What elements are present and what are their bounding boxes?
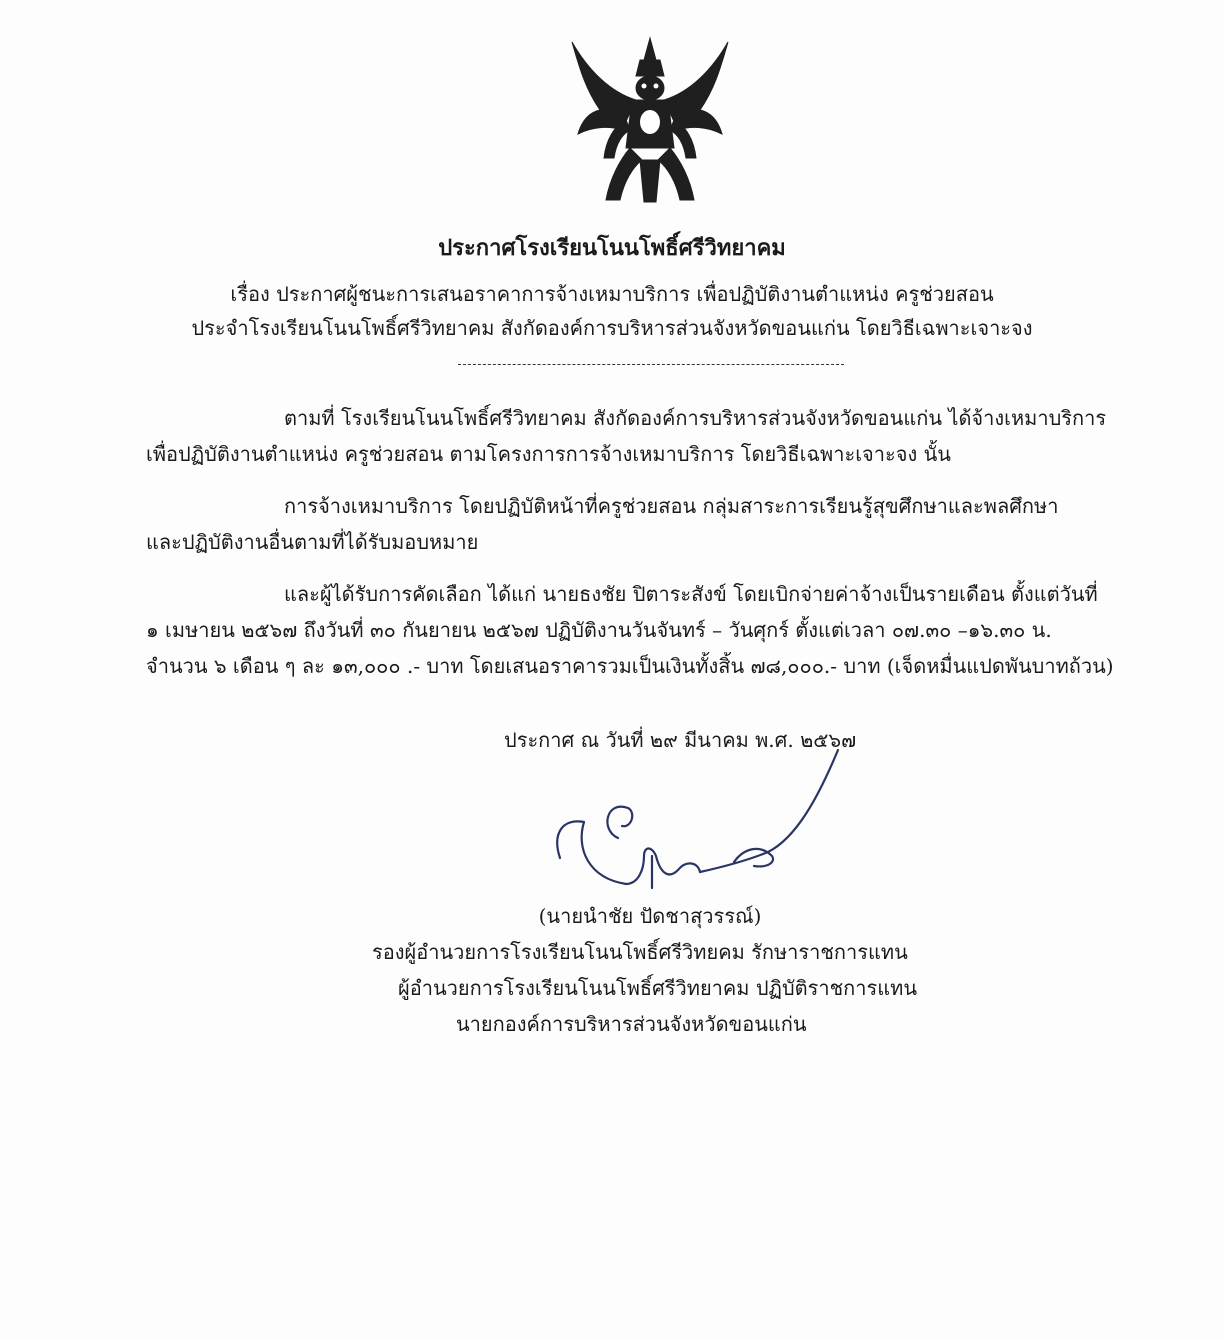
paragraph-3-line-2: ๑ เมษายน ๒๕๖๗ ถึงวันที่ ๓๐ กันยายน ๒๕๖๗ ปฏิบัติงานวันจันทร์ – วันศุกร์ ตั้งแต่เวลา ๐๗.๓๐ –๑๖.๓๐ น.	[146, 618, 1052, 642]
subject-line-1: เรื่อง ประกาศผู้ชนะการเสนอราคาการจ้างเหมาบริการ เพื่อปฏิบัติงานตำแหน่ง ครูช่วยสอน	[230, 282, 994, 306]
signatory-position-3: นายกองค์การบริหารส่วนจังหวัดขอนแก่น	[456, 1012, 807, 1036]
document-title: ประกาศโรงเรียนโนนโพธิ์ศรีวิทยาคม	[438, 235, 786, 261]
paragraph-2-line-1: การจ้างเหมาบริการ โดยปฏิบัติหน้าที่ครูช่วยสอน กลุ่มสาระการเรียนรู้สุขศึกษาและพลศึกษา	[284, 494, 1059, 518]
garuda-emblem-icon	[560, 30, 740, 210]
paragraph-1-line-1: ตามที่ โรงเรียนโนนโพธิ์ศรีวิทยาคม สังกัดองค์การบริหารส่วนจังหวัดขอนแก่น ได้จ้างเหมาบริการ	[284, 406, 1107, 430]
paragraph-1-line-2: เพื่อปฏิบัติงานตำแหน่ง ครูช่วยสอน ตามโครงการการจ้างเหมาบริการ โดยวิธีเฉพาะเจาะจง นั้น	[146, 442, 951, 466]
signatory-position-2: ผู้อำนวยการโรงเรียนโนนโพธิ์ศรีวิทยาคม ปฏิบัติราชการแทน	[398, 976, 918, 1000]
announcement-date: ประกาศ ณ วันที่ ๒๙ มีนาคม พ.ศ. ๒๕๖๗	[504, 728, 857, 752]
paragraph-3-line-1: และผู้ได้รับการคัดเลือก ได้แก่ นายธงชัย ปิตาระสังข์ โดยเบิกจ่ายค่าจ้างเป็นรายเดือน ตั้งแต่วันที่	[284, 582, 1098, 606]
subject-line-2: ประจำโรงเรียนโนนโพธิ์ศรีวิทยาคม สังกัดองค์การบริหารส่วนจังหวัดขอนแก่น โดยวิธีเฉพาะเจาะจง	[191, 316, 1033, 340]
handwritten-signature	[548, 738, 848, 898]
signatory-position-1: รองผู้อำนวยการโรงเรียนโนนโพธิ์ศรีวิทยคม รักษาราชการแทน	[372, 940, 908, 964]
paragraph-2-line-2: และปฏิบัติงานอื่นตามที่ได้รับมอบหมาย	[146, 530, 479, 554]
paragraph-3-line-3: จำนวน ๖ เดือน ๆ ละ ๑๓,๐๐๐ .- บาท โดยเสนอราคารวมเป็นเงินทั้งสิ้น ๗๘,๐๐๐.- บาท (เจ็ดหมื่นแปดพันบาทถ้วน)	[146, 654, 1114, 678]
signatory-name: (นายนำชัย ปัดชาสุวรรณ์)	[538, 904, 762, 928]
separator-line	[458, 364, 844, 365]
